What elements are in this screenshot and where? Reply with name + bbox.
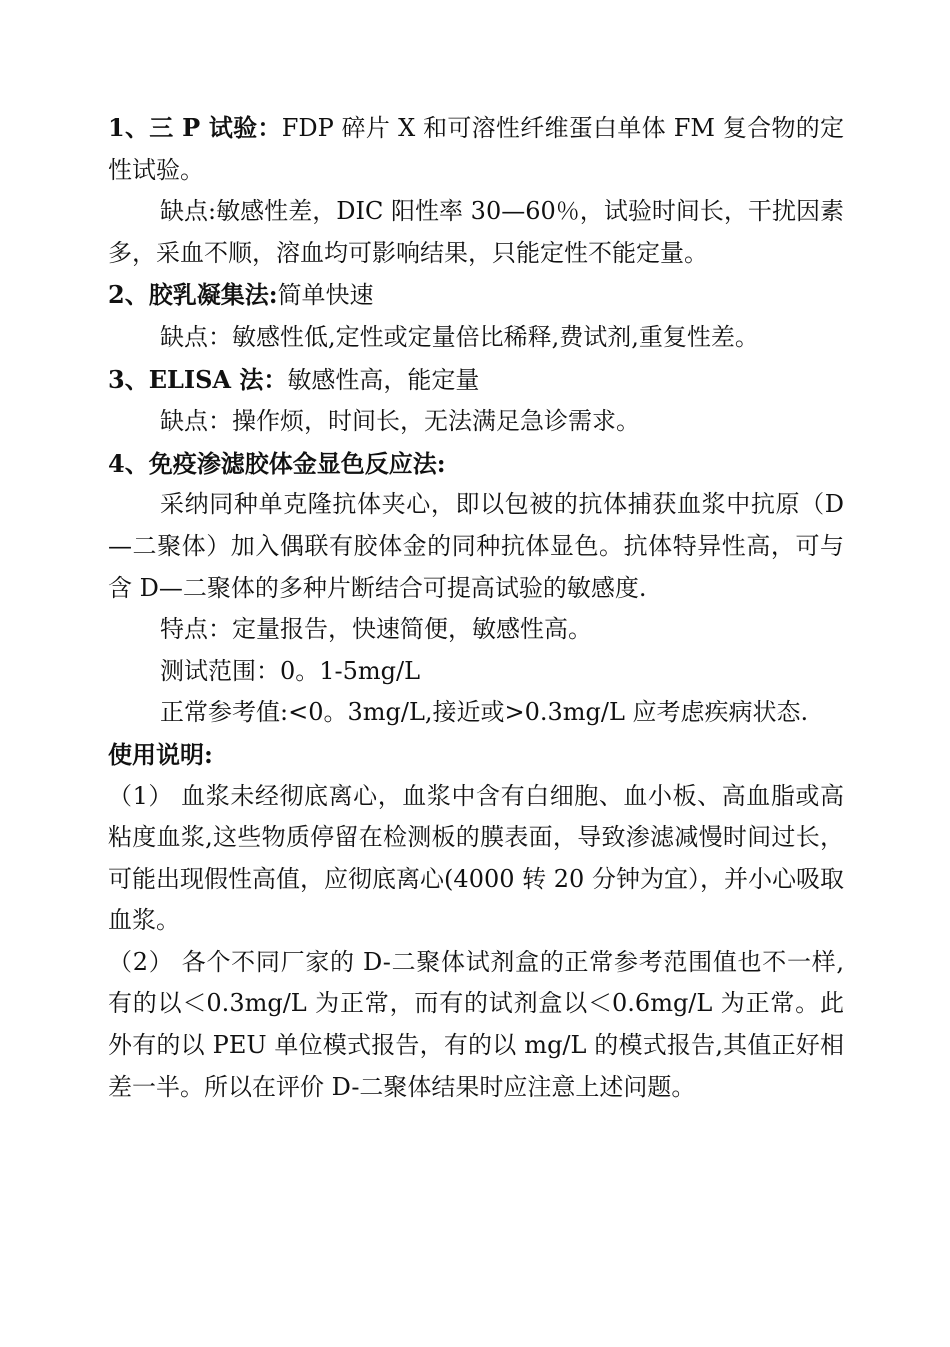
- section-2-drawback: 缺点：敏感性低,定性或定量倍比稀释,费试剂,重复性差。: [160, 322, 759, 351]
- section-2-heading-text: 简单快速: [277, 281, 374, 310]
- section-4-heading: 4、免疫渗滤胶体金显色反应法:: [108, 448, 446, 478]
- section-1-heading-text: FDP 碎片 X 和可溶性纤维蛋白单体 FM 复合物的定性试验。: [108, 114, 845, 184]
- section-4-description: 采纳同种单克隆抗体夹心，即以包被的抗体捕获血浆中抗原（D—二聚体）加入偶联有胶体金的同种抗体显色。抗体特异性高，可与含 D—二聚体的多种片断结合可提高试验的敏感度.: [108, 490, 844, 602]
- section-4-features: 特点：定量报告，快速简便，敏感性高。: [160, 615, 592, 644]
- usage-item-1: （1） 血浆未经彻底离心，血浆中含有白细胞、血小板、高血脂或高粘度血浆,这些物质停留在检测板的膜表面，导致渗滤减慢时间过长，可能出现假性高值，应彻底离心(4000 转 20 分钟为宜），并小心吸取血浆。: [108, 781, 844, 935]
- section-1-heading: 1、三 P 试验：: [108, 113, 282, 142]
- section-3-heading-paragraph: [108, 359, 844, 402]
- section-3-heading-text: 敏感性高，能定量: [287, 365, 480, 394]
- usage-item-2: （2） 各个不同厂家的 D-二聚体试剂盒的正常参考范围值也不一样,有的以＜0.3mg/L 为正常，而有的试剂盒以＜0.6mg/L 为正常。此外有的以 PEU 单位模式报告，有的以 mg/L 的模式报告,其值正好相差一半。所以在评价 D-二聚体结果时应注意上述问题。: [108, 947, 844, 1101]
- section-1-heading-paragraph: [108, 107, 844, 191]
- section-3-drawback: 缺点：操作烦，时间长，无法满足急诊需求。: [160, 407, 640, 436]
- document-body: [108, 107, 844, 1108]
- section-2-heading: 2、胶乳凝集法:: [108, 280, 278, 310]
- section-3-heading: 3、ELISA 法：: [108, 364, 288, 394]
- section-1-drawback: 缺点:敏感性差，DIC 阳性率 30—60％，试验时间长，干扰因素多，采血不顺，溶血均可影响结果，只能定性不能定量。: [108, 197, 844, 267]
- section-4-test-range: 测试范围：0。1-5mg/L: [160, 656, 421, 685]
- usage-heading: 使用说明:: [108, 739, 213, 769]
- section-2-heading-paragraph: [108, 274, 844, 317]
- section-4-reference-value: 正常参考值:<0。3mg/L,接近或>0.3mg/L 应考虑疾病状态.: [160, 698, 809, 727]
